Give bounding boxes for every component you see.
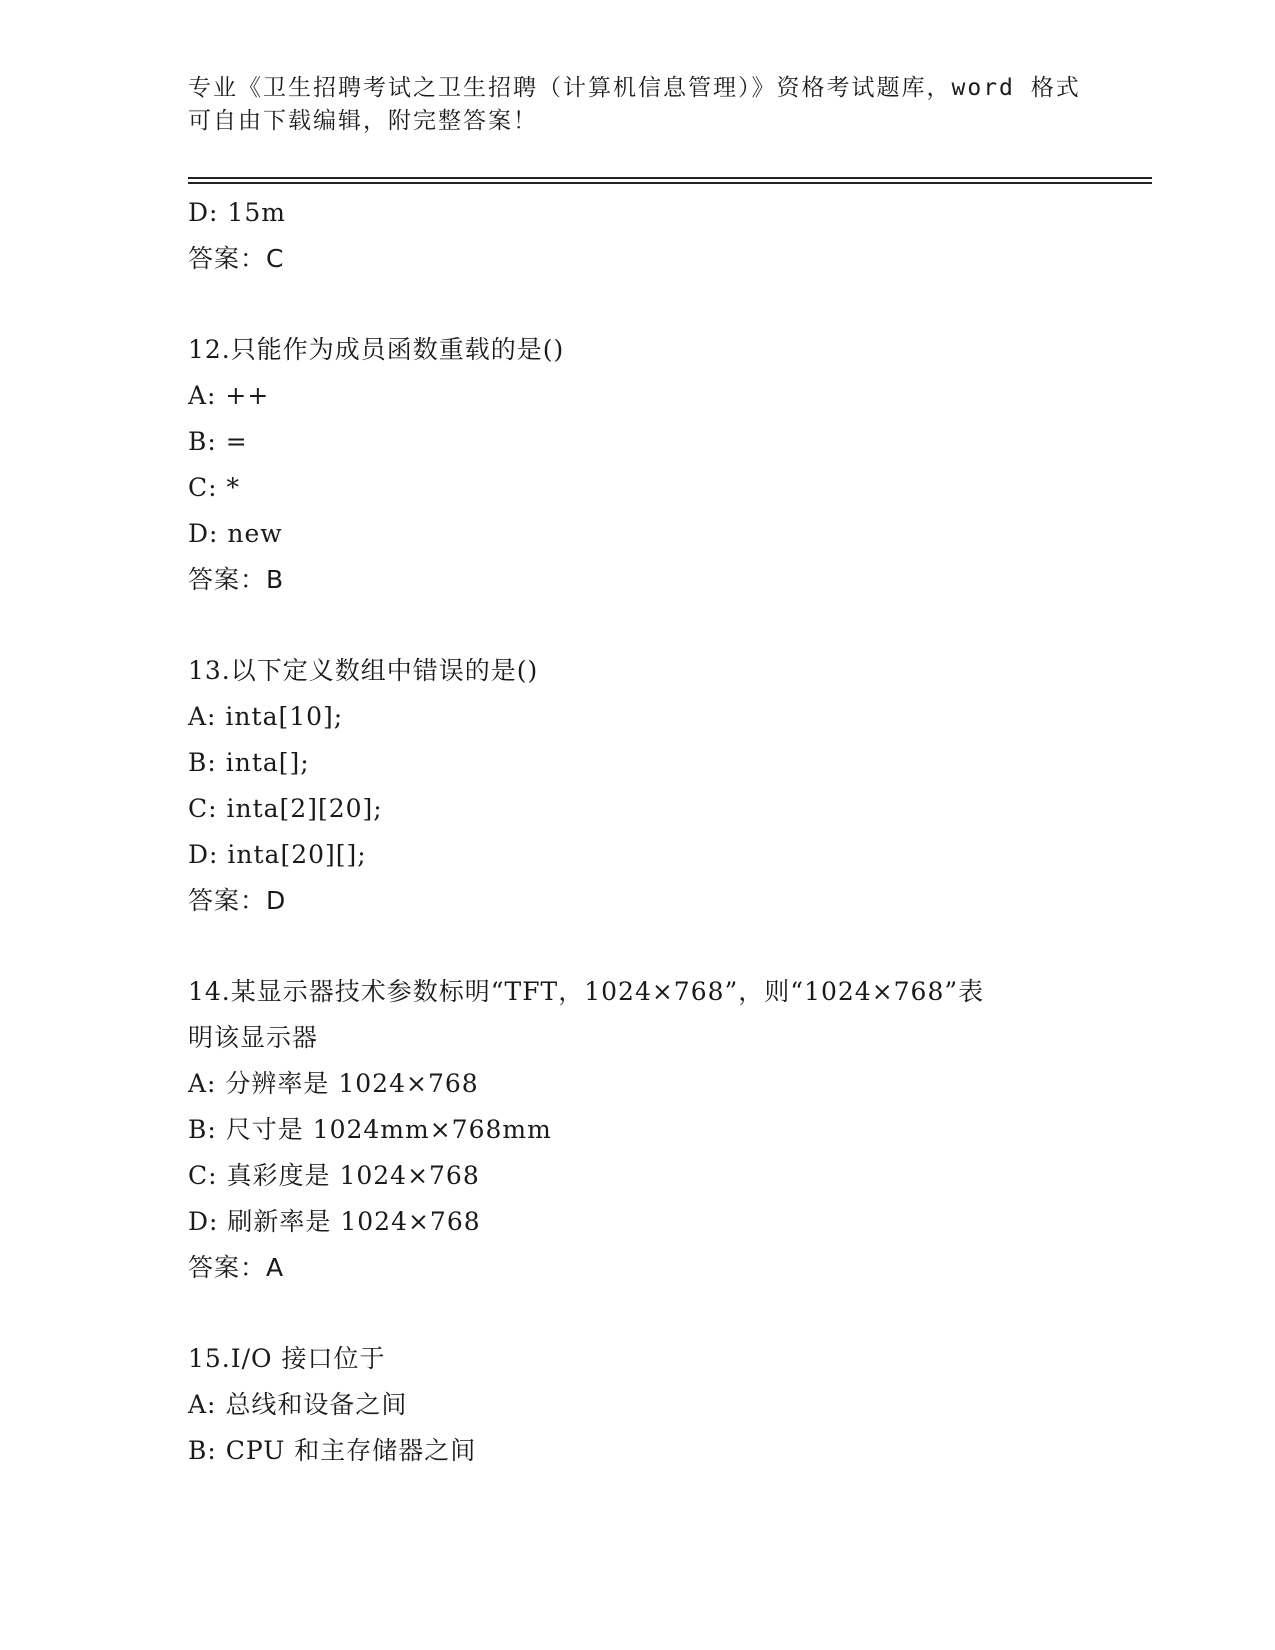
option-b: B: =: [188, 427, 248, 456]
header-divider-top: [188, 177, 1152, 179]
question-stem: 15.I/O 接口位于: [188, 1344, 386, 1373]
question-stem: 12.只能作为成员函数重载的是(): [188, 335, 565, 364]
option-c: C: inta[2][20];: [188, 794, 383, 823]
question-12: [188, 327, 1088, 603]
option-b: B: 尺寸是 1024mm×768mm: [188, 1115, 552, 1144]
spacer: [188, 282, 1088, 327]
option-d: D: inta[20][];: [188, 840, 367, 869]
question-15: [188, 1336, 1088, 1474]
option-d: D: 15m: [188, 198, 286, 227]
header-line-2: 可自由下载编辑，附完整答案！: [188, 108, 538, 134]
option-b: B: CPU 和主存储器之间: [188, 1436, 477, 1465]
option-d: D: new: [188, 519, 283, 548]
spacer: [188, 603, 1088, 648]
option-a: A: inta[10];: [188, 702, 344, 731]
question-stem-line-1: 14.某显示器技术参数标明“TFT，1024×768”，则“1024×768”表: [188, 977, 985, 1006]
question-stem-line-2: 明该显示器: [188, 1023, 319, 1052]
option-b: B: inta[];: [188, 748, 310, 777]
header-line-1: 专业《卫生招聘考试之卫生招聘（计算机信息管理）》资格考试题库，word 格式: [188, 75, 1081, 101]
question-14: [188, 969, 1088, 1291]
header-divider-bottom: [188, 182, 1152, 184]
option-a: A: ++: [188, 381, 270, 410]
question-stem: 13.以下定义数组中错误的是(): [188, 656, 539, 685]
question-13: [188, 648, 1088, 924]
answer-line: 答案：C: [188, 244, 285, 273]
option-c: C: 真彩度是 1024×768: [188, 1161, 480, 1190]
answer-line: 答案：A: [188, 1253, 285, 1282]
option-d: D: 刷新率是 1024×768: [188, 1207, 481, 1236]
spacer: [188, 924, 1088, 969]
document-header: [188, 72, 1088, 138]
answer-line: 答案：B: [188, 565, 285, 594]
option-c: C: *: [188, 473, 240, 502]
option-a: A: 总线和设备之间: [188, 1390, 408, 1419]
document-body: [188, 190, 1088, 1474]
answer-line: 答案：D: [188, 886, 287, 915]
option-a: A: 分辨率是 1024×768: [188, 1069, 479, 1098]
spacer: [188, 1291, 1088, 1336]
